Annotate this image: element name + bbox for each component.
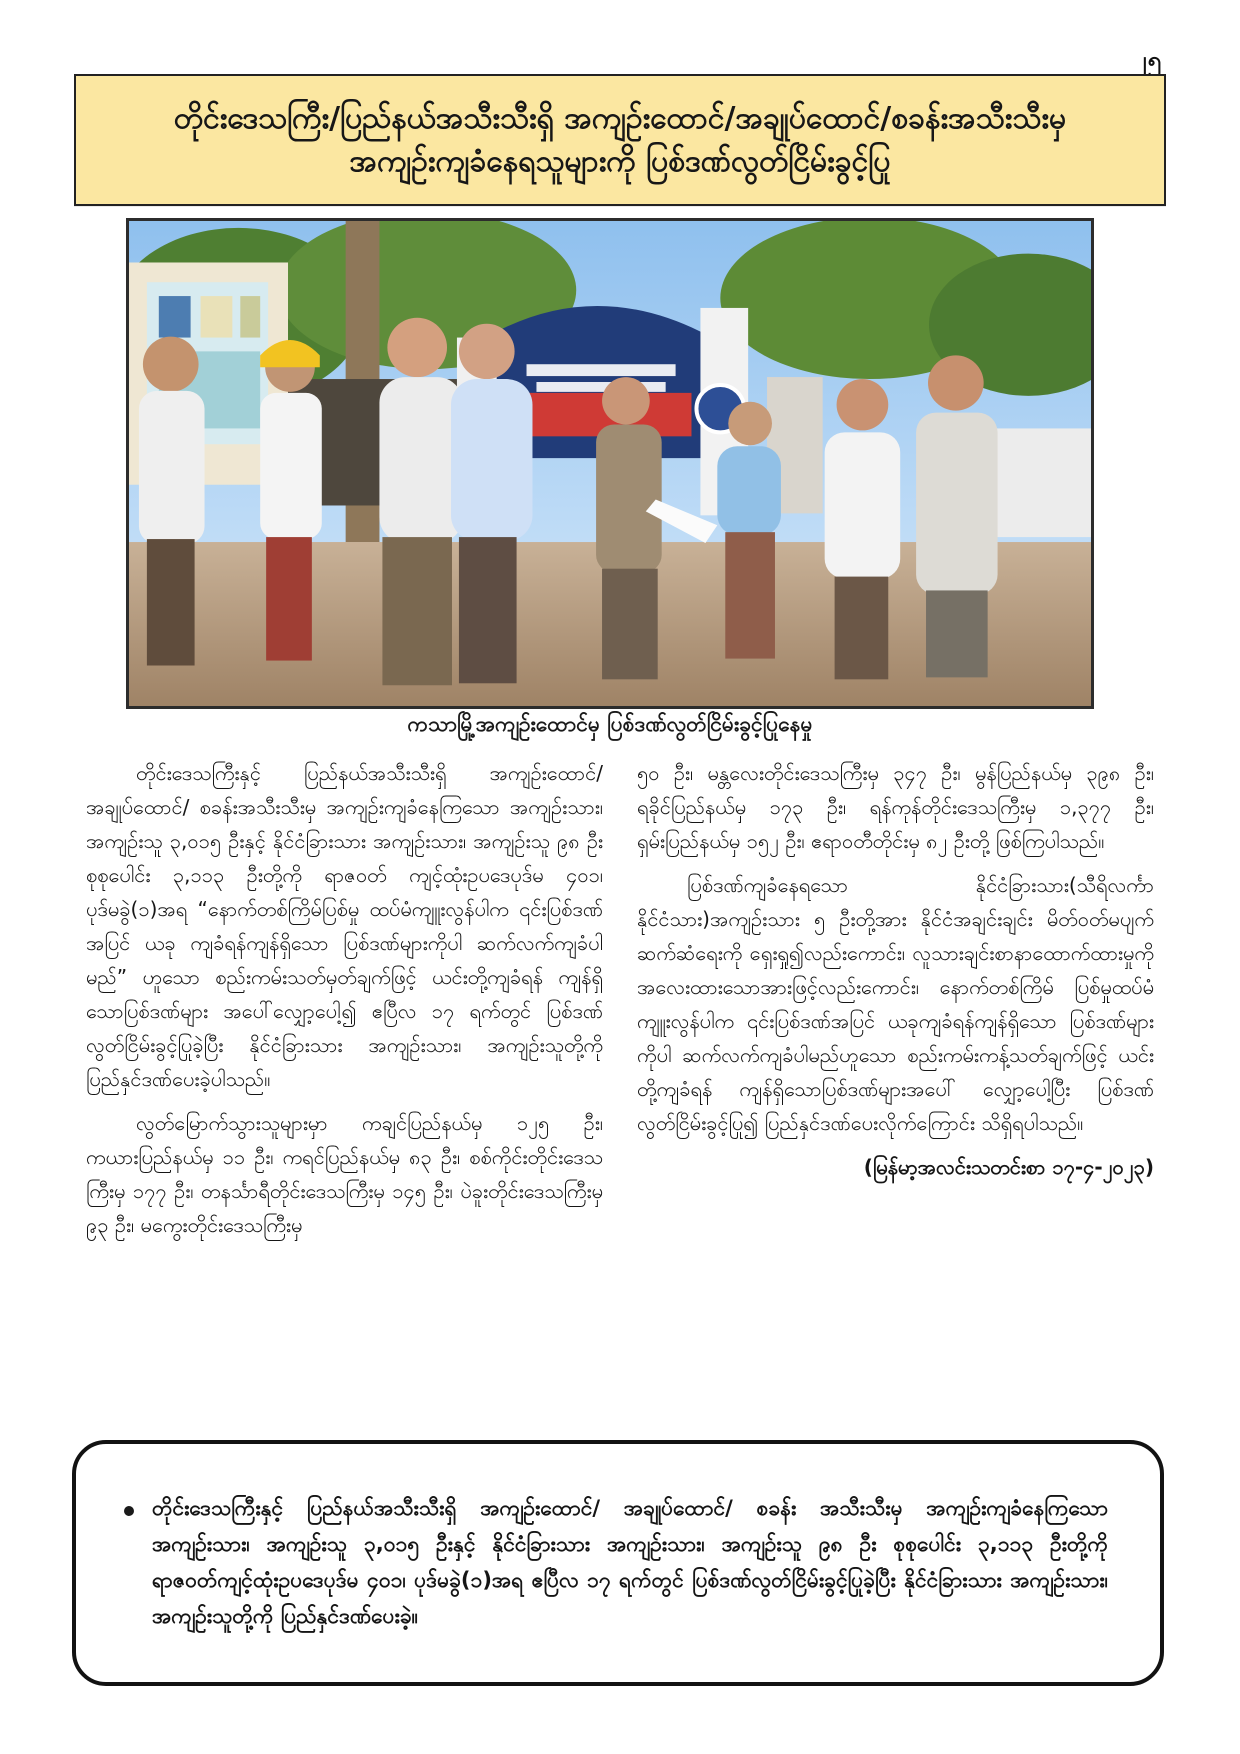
board-photo-3 bbox=[240, 296, 260, 337]
photo-caption: ကသာမြို့အကျဉ်းထောင်မှ ပြစ်ဒဏ်လွတ်ငြိမ်းခွင့်ပြုနေမှု bbox=[407, 712, 813, 736]
article-title-box bbox=[74, 74, 1166, 206]
source-citation: (မြန်မာ့အလင်းသတင်းစာ ၁၇-၄-၂၀၂၃) bbox=[863, 1155, 1154, 1179]
article-paragraph-4: ပြစ်ဒဏ်ကျခံနေရသော နိုင်ငံခြားသား(သီရိလင်္ကာ နိုင်ငံသား)အကျဉ်းသား ၅ ဦးတို့အား နိုင်ငံအချင်းချင်း မိတ်ဝတ်မပျက်ဆက်ဆံရေးကို ရှေးရှု၍လည်းကောင်း၊ လူသားချင်းစာနာထောက်ထားမှုကို အလေးထားသောအားဖြင့်လည်းကောင်း၊ နောက်တစ်ကြိမ် ပြစ်မှုထပ်မံကျူးလွန်ပါက ၎င်းပြစ်ဒဏ်အပြင် ယခုကျခံရန်ကျန်ရှိသော ပြစ်ဒဏ်များကိုပါ ဆက်လက်ကျခံပါမည်ဟူသော စည်းကမ်းကန့်သတ်ချက်ဖြင့် ယင်းတို့ကျခံရန် ကျန်ရှိသောပြစ်ဒဏ်များအပေါ် လျှော့ပေါ့ပြီး ပြစ်ဒဏ်လွတ်ငြိမ်းခွင့်ပြု၍ ပြည်နှင်ဒဏ်ပေးလိုက်ကြောင်း သိရှိရပါသည်။ bbox=[637, 873, 1154, 1135]
article-title-line-1: တိုင်းဒေသကြီး/ပြည်နယ်အသီးသီးရှိ အကျဉ်းထောင်/အချုပ်ထောင်/စခန်းအသီးသီးမှ bbox=[173, 100, 1067, 136]
summary-box bbox=[72, 1440, 1164, 1686]
board-photo-2 bbox=[201, 296, 233, 337]
news-photo bbox=[126, 218, 1094, 709]
bullet-icon bbox=[124, 1506, 134, 1516]
article-paragraph-3: ၅၀ ဦး၊ မန္တလေးတိုင်းဒေသကြီးမှ ၃၄၇ ဦး၊ မွန်ပြည်နယ်မှ ၃၉၈ ဦး၊ ရခိုင်ပြည်နယ်မှ ၁၇၃ ဦး၊ ရန်ကုန်တိုင်းဒေသကြီးမှ ၁,၃၇၇ ဦး၊ ရှမ်းပြည်နယ်မှ ၁၅၂ ဦး၊ ဧရာဝတီတိုင်းမှ ၈၂ ဦးတို့ ဖြစ်ကြပါသည်။ bbox=[637, 761, 1154, 853]
summary-text: တိုင်းဒေသကြီးနှင့် ပြည်နယ်အသီးသီးရှိ အကျဉ်းထောင်/ အချုပ်ထောင်/ စခန်း အသီးသီးမှ အကျဉ်းကျခံနေကြသော အကျဉ်းသား၊ အကျဉ်းသူ ၃,၀၁၅ ဦးနှင့် နိုင်ငံခြားသား အကျဉ်းသား၊ အကျဉ်းသူ ၉၈ ဦး စုစုပေါင်း ၃,၁၁၃ ဦးတို့ကို ရာဇဝတ်ကျင့်ထုံးဥပဒေပုဒ်မ ၄၀၁၊ ပုဒ်မခွဲ(၁)အရ ဧပြီလ ၁၇ ရက်တွင် ပြစ်ဒဏ်လွတ်ငြိမ်းခွင့်ပြုခဲ့ပြီး နိုင်ငံခြားသား အကျဉ်းသား၊ အကျဉ်းသူတို့ကို ပြည်နှင်ဒဏ်ပေးခဲ့။ bbox=[152, 1496, 1108, 1629]
article-paragraph-1: တိုင်းဒေသကြီးနှင့် ပြည်နယ်အသီးသီးရှိ အကျဉ်းထောင်/ အချုပ်ထောင်/ စခန်းအသီးသီးမှ အကျဉ်းကျခံနေကြသော အကျဉ်းသား၊ အကျဉ်းသူ ၃,၀၁၅ ဦးနှင့် နိုင်ငံခြားသား အကျဉ်းသား၊ အကျဉ်းသူ ၉၈ ဦး စုစုပေါင်း ၃,၁၁၃ ဦးတို့ကို ရာဇဝတ် ကျင့်ထုံးဥပဒေပုဒ်မ ၄၀၁၊ ပုဒ်မခွဲ(၁)အရ “နောက်တစ်ကြိမ်ပြစ်မှု ထပ်မံကျူးလွန်ပါက ၎င်းပြစ်ဒဏ်အပြင် ယခု ကျခံရန်ကျန်ရှိသော ပြစ်ဒဏ်များကိုပါ ဆက်လက်ကျခံပါမည်” ဟူသော စည်းကမ်းသတ်မှတ်ချက်ဖြင့် ယင်းတို့ကျခံရန် ကျန်ရှိသောပြစ်ဒဏ်များ အပေါ်လျှော့ပေါ့၍ ဧပြီလ ၁၇ ရက်တွင် ပြစ်ဒဏ်လွတ်ငြိမ်းခွင့်ပြုခဲ့ပြီး နိုင်ငံခြားသား အကျဉ်းသား၊ အကျဉ်းသူတို့ကို ပြည်နှင်ဒဏ်ပေးခဲ့ပါသည်။ bbox=[86, 761, 603, 1091]
summary-bullet-item bbox=[124, 1490, 1108, 1634]
article-body bbox=[86, 756, 1154, 1410]
article-column-right bbox=[637, 756, 1154, 1410]
signboard-text-line-1 bbox=[527, 364, 676, 376]
board-photo-1 bbox=[159, 296, 191, 337]
page-number: ၂၅ bbox=[1134, 46, 1162, 74]
photo-scene bbox=[129, 221, 1091, 706]
article-paragraph-2: လွတ်မြောက်သွားသူများမှာ ကချင်ပြည်နယ်မှ ၁၂၅ ဦး၊ ကယားပြည်နယ်မှ ၁၁ ဦး၊ ကရင်ပြည်နယ်မှ ၈၃ ဦး၊ စစ်ကိုင်းတိုင်းဒေသကြီးမှ ၁၇၇ ဦး၊ တနင်္သာရီတိုင်းဒေသကြီးမှ ၁၄၅ ဦး၊ ပဲခူးတိုင်းဒေသကြီးမှ ၉၃ ဦး၊ မကွေးတိုင်းဒေသကြီးမှ bbox=[86, 1111, 603, 1237]
article-title-line-2: အကျဉ်းကျခံနေရသူများကို ပြစ်ဒဏ်လွတ်ငြိမ်းခွင့်ပြု bbox=[349, 144, 891, 179]
article-column-left bbox=[86, 756, 603, 1410]
